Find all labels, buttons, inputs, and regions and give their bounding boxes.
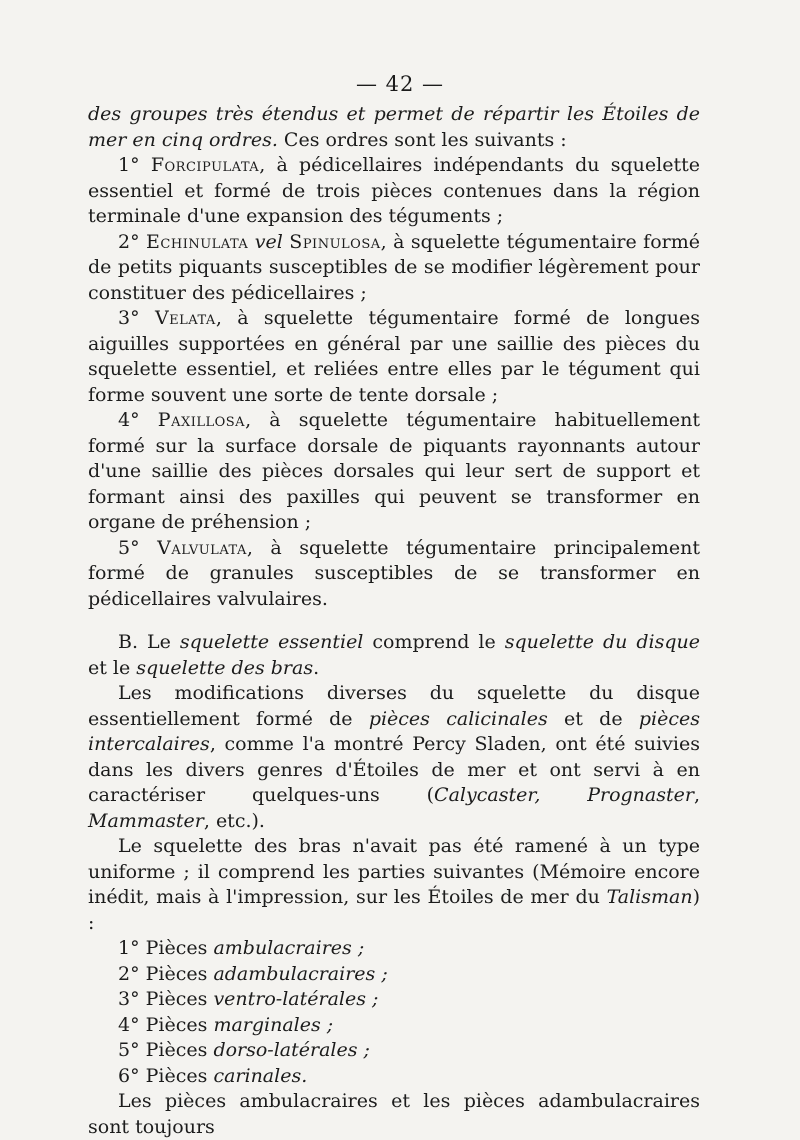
last-paragraph: Les pièces ambulacraires et les pièces adambulacraires sont toujours [88,1090,700,1138]
piece-item-1: 1° Pièces ambulacraires ; [118,937,365,959]
piece-item-5: 5° Pièces dorso-latérales ; [118,1039,370,1061]
order-3: 3° Velata, à squelette tégumentaire formé de longues aiguilles supportées en général par une saillie des pièces du squelette essentiel, et reliées entre elles par le tégument qui forme souvent une sorte de tente dorsale ; [88,307,700,406]
piece-item-3: 3° Pièces ventro-latérales ; [118,988,379,1010]
order-2: 2° Echinulata vel Spinulosa, à squelette tégumentaire formé de petits piquants susceptibles de se modifier légèrement pour constituer des pédicellaires ; [88,230,700,304]
piece-item-2: 2° Pièces adambulacraires ; [118,962,388,985]
order-4: 4° Paxillosa, à squelette tégumentaire habituellement formé sur la surface dorsale de piquants rayonnants autour d'une saillie des pièces dorsales qui leur sert de support et formant ainsi des paxilles qui peuvent se transformer en organe de préhension ; [88,409,700,533]
section-b-paragraph: B. Le squelette essentiel comprend le squelette du disque et le squelette des bras. [88,631,700,679]
page-number: — 42 — [355,72,445,96]
intro-paragraph: des groupes très étendus et permet de répartir les Étoiles de mer en cinq ordres. Ces ordres sont les suivants : [88,103,700,151]
order-1: 1° Forcipulata, à pédicellaires indépendants du squelette essentiel et formé de trois pièces contenues dans la région terminale d'une expansion des téguments ; [88,154,701,227]
body-text [88,102,700,1140]
piece-item-4: 4° Pièces marginales ; [118,1013,334,1036]
modifications-paragraph: Les modifications diverses du squelette du disque essentiellement formé de pièces calicinales et de pièces intercalaires, comme l'a montré Percy Sladen, ont été suivies dans les divers genres d'Étoiles de mer et ont servi à en caractériser quelques-uns (Calycaster, Prognaster, Mammaster, etc.). [88,682,701,832]
arm-skeleton-paragraph: Le squelette des bras n'avait pas été ramené à un type uniforme ; il comprend les parties suivantes (Mémoire encore inédit, mais à l'impression, sur les Étoiles de mer du Talisman) : [88,835,700,934]
piece-item-6: 6° Pièces carinales. [118,1064,308,1087]
order-5: 5° Valvulata, à squelette tégumentaire principalement formé de granules susceptibles de se transformer en pédicellaires valvulaires. [88,536,700,610]
